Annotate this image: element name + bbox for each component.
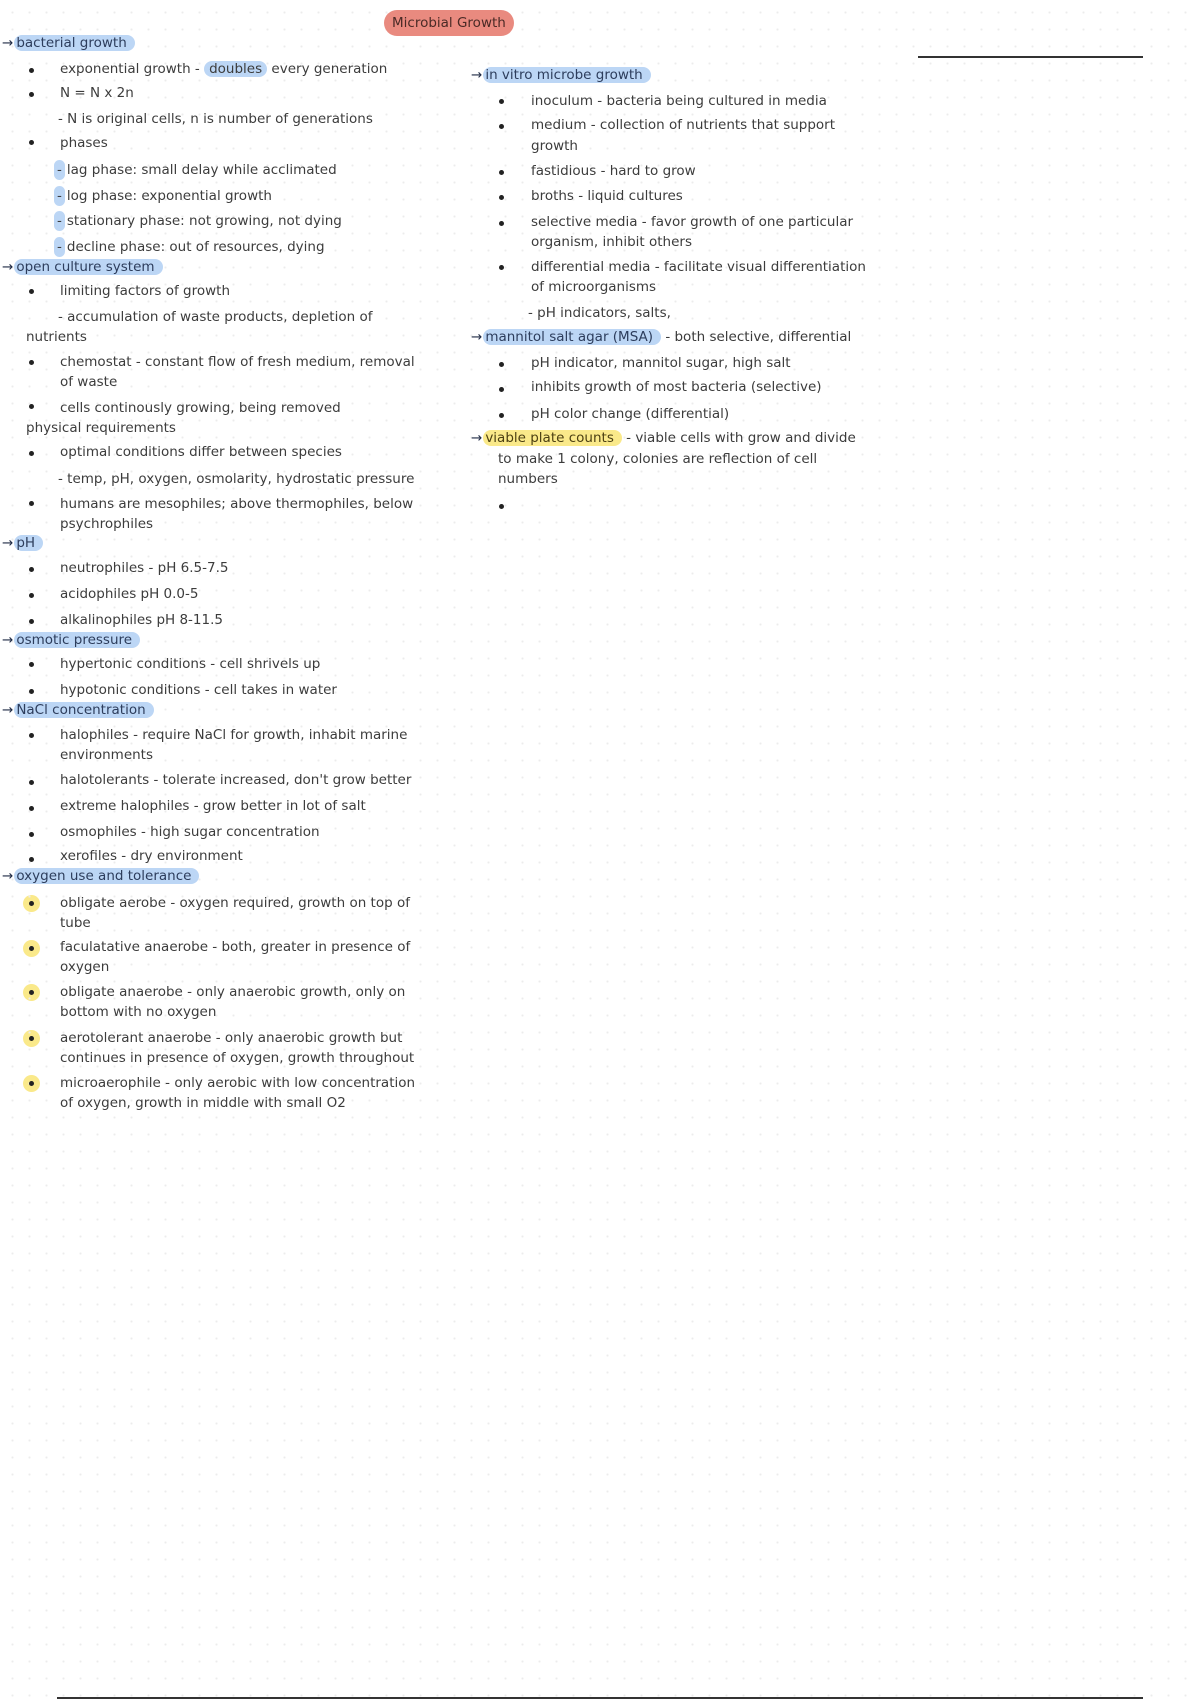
sub-item: - stationary phase: not growing, not dying xyxy=(58,211,342,231)
list-item-cont: continues in presence of oxygen, growth throughout xyxy=(60,1050,415,1066)
bullet-dot-highlighted xyxy=(29,901,34,906)
list-item: exponential growth - doubles every generation xyxy=(60,61,388,77)
bullet-dot-highlighted xyxy=(29,990,34,995)
bullet-dot xyxy=(29,832,34,837)
list-item: N = N x 2n xyxy=(60,85,134,101)
list-item: neutrophiles - pH 6.5-7.5 xyxy=(60,560,229,576)
bullet-dot xyxy=(499,124,504,129)
arrow-icon: → xyxy=(2,35,14,51)
bullet-dot xyxy=(29,619,34,624)
list-item: selective media - favor growth of one particular xyxy=(531,214,854,230)
heading-in-vitro: → in vitro microbe growth xyxy=(471,66,651,85)
sub-item: - lag phase: small delay while acclimated xyxy=(58,160,337,180)
list-item: cells continously growing, being removed xyxy=(60,400,341,416)
list-item-cont: growth xyxy=(531,138,578,154)
bullet-dot xyxy=(499,221,504,226)
heading-ph: → pH xyxy=(2,534,43,553)
arrow-icon: → xyxy=(471,67,483,83)
list-item: microaerophile - only aerobic with low concentration xyxy=(60,1075,416,1091)
list-item-cont: of waste xyxy=(60,374,118,390)
arrow-icon: → xyxy=(2,535,14,551)
list-item-cont: oxygen xyxy=(60,959,110,975)
list-item-cont: environments xyxy=(60,747,154,763)
bullet-dot xyxy=(29,593,34,598)
arrow-icon: → xyxy=(2,702,14,718)
arrow-icon: → xyxy=(2,259,14,275)
list-item: broths - liquid cultures xyxy=(531,188,683,204)
bullet-dot xyxy=(29,662,34,667)
bullet-dot xyxy=(29,567,34,572)
bullet-dot xyxy=(29,857,34,862)
heading-bacterial-growth: → bacterial growth xyxy=(2,34,135,53)
list-item: phases xyxy=(60,135,108,151)
heading-msa: → mannitol salt agar (MSA) - both selective, differential xyxy=(471,329,852,345)
sub-item: - accumulation of waste products, depletion of xyxy=(58,309,373,325)
bullet-dot-highlighted xyxy=(29,1081,34,1086)
heading-viable-plate-counts: → viable plate counts - viable cells with grow and divide xyxy=(471,430,856,446)
heading-nacl: → NaCl concentration xyxy=(2,701,154,720)
heading-oxygen: → oxygen use and tolerance xyxy=(2,867,199,886)
bottom-rule xyxy=(57,1697,1143,1699)
bullet-dot xyxy=(29,451,34,456)
bullet-dot-highlighted xyxy=(29,1036,34,1041)
list-item: inoculum - bacteria being cultured in media xyxy=(531,93,827,109)
bullet-dot xyxy=(499,362,504,367)
list-item: pH indicator, mannitol sugar, high salt xyxy=(531,355,791,371)
heading-open-culture: → open culture system xyxy=(2,258,163,277)
bullet-dot xyxy=(29,806,34,811)
list-item: faculatative anaerobe - both, greater in presence of xyxy=(60,939,411,955)
highlight-doubles: doubles xyxy=(204,61,267,77)
page-title: Microbial Growth xyxy=(384,10,514,36)
list-item: obligate aerobe - oxygen required, growth on top of xyxy=(60,895,410,911)
sub-item: - decline phase: out of resources, dying xyxy=(58,237,325,257)
list-item: fastidious - hard to grow xyxy=(531,163,696,179)
list-item: xerofiles - dry environment xyxy=(60,848,243,864)
bullet-dot xyxy=(29,780,34,785)
list-item-cont: of oxygen, growth in middle with small O2 xyxy=(60,1095,346,1111)
list-item-cont: bottom with no oxygen xyxy=(60,1004,217,1020)
bullet-dot xyxy=(29,733,34,738)
list-item: osmophiles - high sugar concentration xyxy=(60,824,320,840)
bullet-dot xyxy=(29,68,34,73)
arrow-icon: → xyxy=(2,868,14,884)
bullet-dot xyxy=(499,170,504,175)
list-item-cont: organism, inhibit others xyxy=(531,234,693,250)
bullet-dot-empty xyxy=(499,504,504,509)
list-item: hypertonic conditions - cell shrivels up xyxy=(60,656,321,672)
list-item: acidophiles pH 0.0-5 xyxy=(60,586,199,602)
list-item: obligate anaerobe - only anaerobic growth, only on xyxy=(60,984,406,1000)
list-item-cont: of microorganisms xyxy=(531,279,657,295)
list-item: hypotonic conditions - cell takes in water xyxy=(60,682,337,698)
bullet-dot xyxy=(29,689,34,694)
bullet-dot xyxy=(499,387,504,392)
list-item-cont: psychrophiles xyxy=(60,516,154,532)
list-item: chemostat - constant flow of fresh medium, removal xyxy=(60,354,415,370)
bullet-dot xyxy=(499,99,504,104)
sub-item: - log phase: exponential growth xyxy=(58,186,272,206)
sub-item: - pH indicators, salts, xyxy=(528,305,671,321)
list-item: optimal conditions differ between species xyxy=(60,444,342,460)
list-item: aerotolerant anaerobe - only anaerobic growth but xyxy=(60,1030,403,1046)
list-item: inhibits growth of most bacteria (selective) xyxy=(531,379,822,395)
bullet-dot xyxy=(29,501,34,506)
bullet-dot xyxy=(499,413,504,418)
list-item: extreme halophiles - grow better in lot of salt xyxy=(60,798,366,814)
arrow-icon: → xyxy=(2,632,14,648)
top-rule xyxy=(918,56,1143,58)
list-item: medium - collection of nutrients that support xyxy=(531,117,836,133)
arrow-icon: → xyxy=(471,430,483,446)
bullet-dot xyxy=(499,265,504,270)
bullet-dot xyxy=(499,195,504,200)
bullet-dot xyxy=(29,289,34,294)
bullet-dot xyxy=(29,92,34,97)
bullet-dot-highlighted xyxy=(29,946,34,951)
list-item-cont: to make 1 colony, colonies are reflection of cell xyxy=(498,451,818,467)
list-item: alkalinophiles pH 8-11.5 xyxy=(60,612,223,628)
bullet-dot xyxy=(29,140,34,145)
sub-item: - temp, pH, oxygen, osmolarity, hydrostatic pressure xyxy=(58,471,415,487)
sub-item: nutrients xyxy=(26,329,87,345)
arrow-icon: → xyxy=(471,329,483,345)
list-item: halophiles - require NaCl for growth, inhabit marine xyxy=(60,727,408,743)
heading-osmotic-pressure: → osmotic pressure xyxy=(2,631,140,650)
list-item: limiting factors of growth xyxy=(60,283,231,299)
list-item: halotolerants - tolerate increased, don't grow better xyxy=(60,772,412,788)
sub-item: - N is original cells, n is number of generations xyxy=(58,111,373,127)
bullet-dot xyxy=(29,360,34,365)
list-item: humans are mesophiles; above thermophiles, below xyxy=(60,496,414,512)
list-item-cont: tube xyxy=(60,915,91,931)
sub-item: physical requirements xyxy=(26,420,176,436)
bullet-dot xyxy=(29,404,34,409)
list-item-cont: numbers xyxy=(498,471,558,487)
list-item: differential media - facilitate visual differentiation xyxy=(531,259,866,275)
list-item: pH color change (differential) xyxy=(531,406,730,422)
